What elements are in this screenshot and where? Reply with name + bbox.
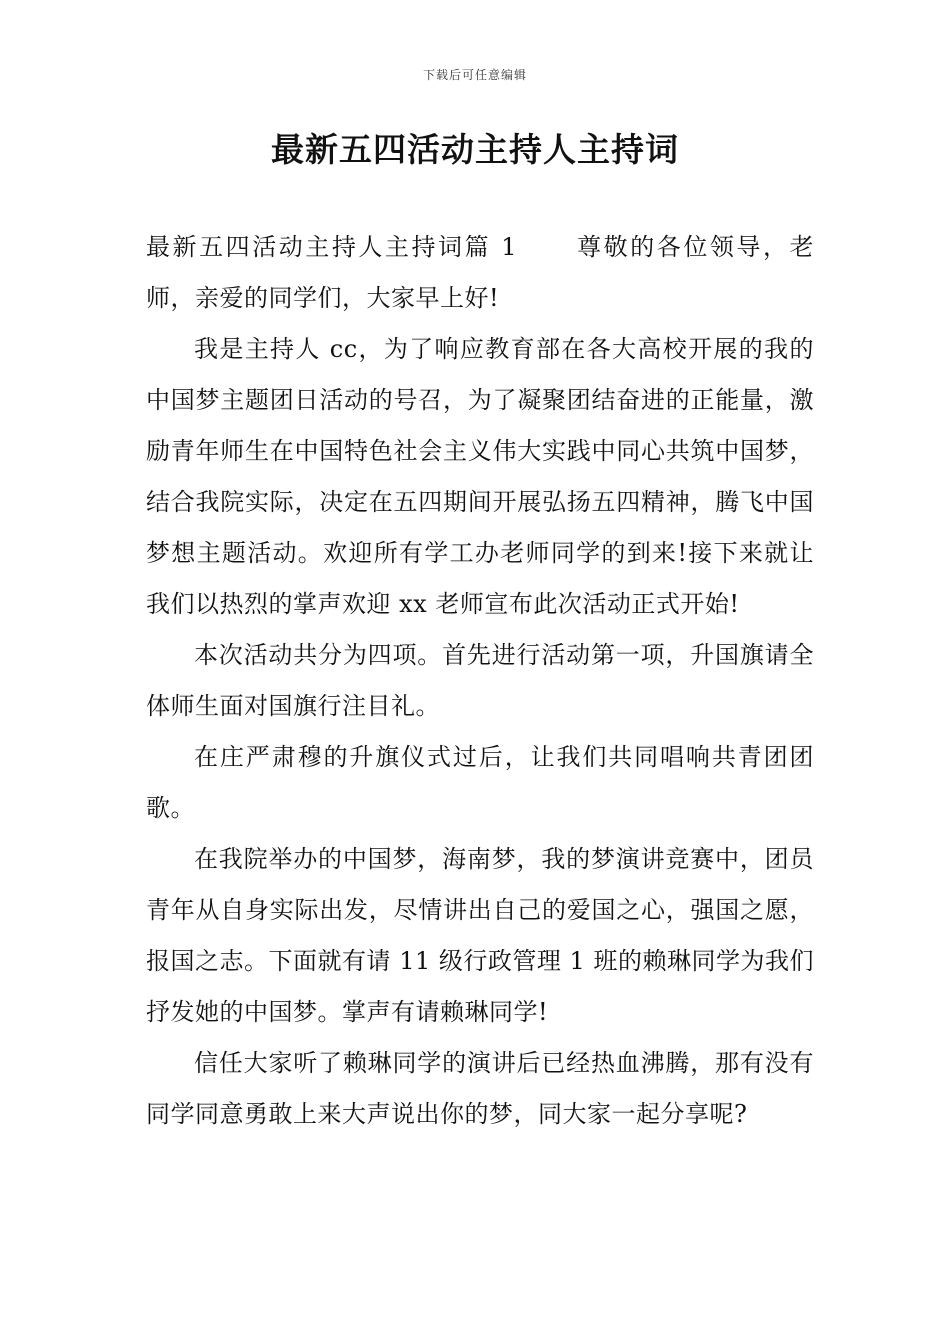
paragraph-3: 在庄严肃穆的升旗仪式过后，让我们共同唱响共青团团歌。 (146, 743, 814, 822)
section-label: 最新五四活动主持人主持词篇 1 (146, 233, 518, 261)
document-body (146, 222, 814, 1140)
header-note: 下载后可任意编辑 (422, 68, 527, 82)
document-title: 最新五四活动主持人主持词 (271, 130, 679, 169)
intro-paragraph (146, 222, 814, 324)
paragraph-2: 本次活动共分为四项。首先进行活动第一项，升国旗请全体师生面对国旗行注目礼。 (146, 641, 814, 720)
paragraph-5: 信任大家听了赖琳同学的演讲后已经热血沸腾，那有没有同学同意勇敢上来大声说出你的梦，同大家一起分享呢? (146, 1049, 814, 1128)
greeting-text: 尊敬的各位领导，老师，亲爱的同学们，大家早上好! (146, 233, 815, 312)
paragraph-1: 我是主持人 cc，为了响应教育部在各大高校开展的我的中国梦主题团日活动的号召，为了凝聚团结奋进的正能量，激励青年师生在中国特色社会主义伟大实践中同心共筑中国梦，结合我院实际，决定在五四期间开展弘扬五四精神，腾飞中国梦想主题活动。欢迎所有学工办老师同学的到来!接下来就让我们以热烈的掌声欢迎 xx 老师宣布此次活动正式开始! (146, 335, 814, 618)
paragraph-4: 在我院举办的中国梦，海南梦，我的梦演讲竞赛中，团员青年从自身实际出发，尽情讲出自己的爱国之心，强国之愿，报国之志。下面就有请 11 级行政管理 1 班的赖琳同学为我们抒发她的中国梦。掌声有请赖琳同学! (146, 845, 814, 1026)
